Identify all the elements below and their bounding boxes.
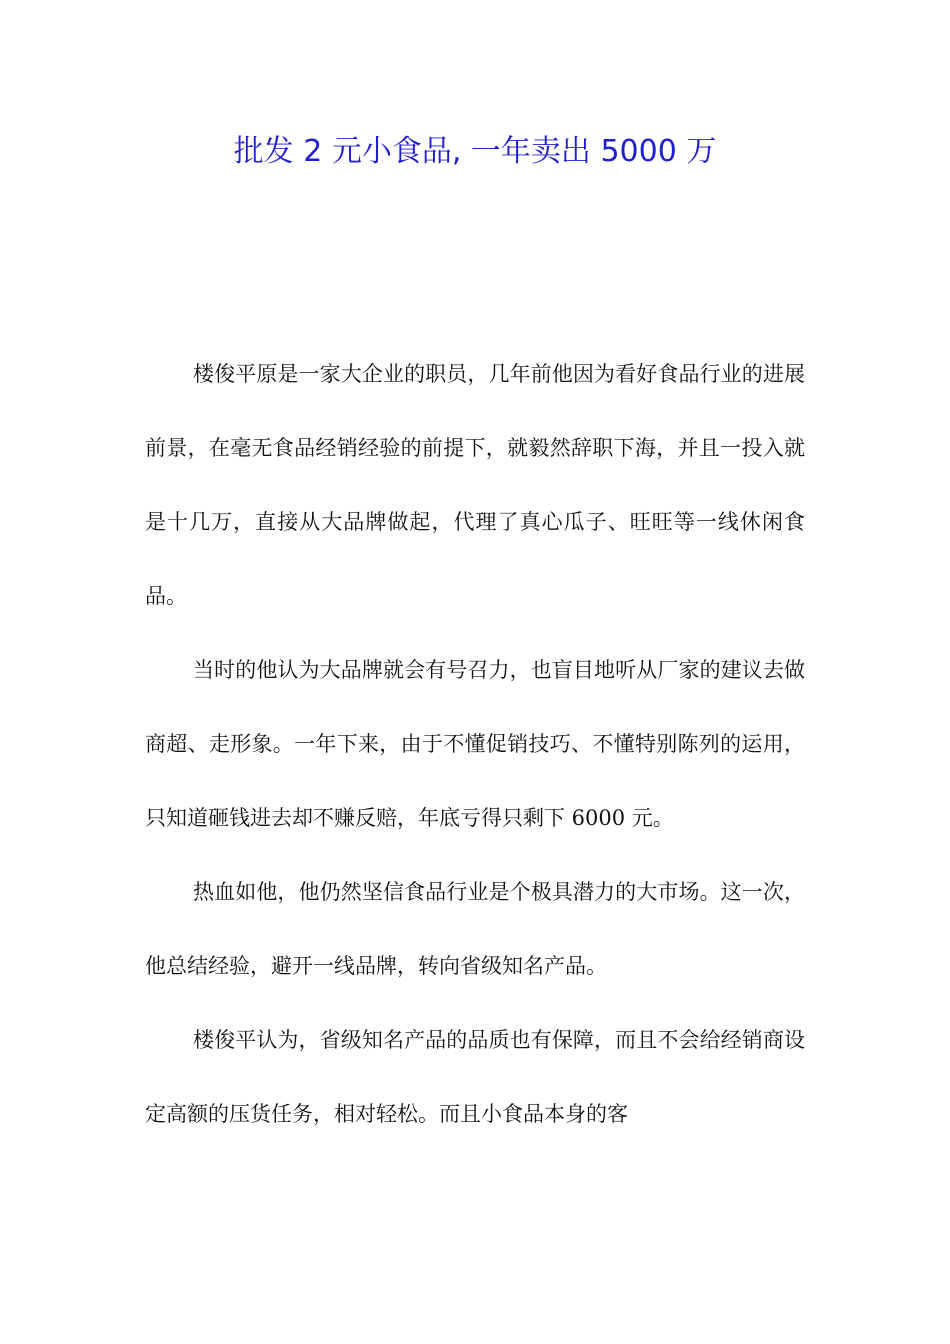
paragraph: 热血如他，他仍然坚信食品行业是个极具潜力的大市场。这一次，他总结经验，避开一线品牌，转向省级知名产品。 — [145, 880, 805, 978]
paragraph: 楼俊平认为，省级知名产品的品质也有保障，而且不会给经销商设定高额的压货任务，相对轻松。而且小食品本身的客 — [145, 1028, 805, 1126]
paragraph: 当时的他认为大品牌就会有号召力，也盲目地听从厂家的建议去做商超、走形象。一年下来，由于不懂促销技巧、不懂特别陈列的运用，只知道砸钱进去却不赚反赔，年底亏得只剩下 6000 元。 — [145, 658, 805, 830]
paragraph: 楼俊平原是一家大企业的职员，几年前他因为看好食品行业的进展前景，在毫无食品经销经验的前提下，就毅然辞职下海，并且一投入就是十几万，直接从大品牌做起，代理了真心瓜子、旺旺等一线休闲食品。 — [145, 362, 805, 608]
document-body — [145, 337, 805, 1151]
document-title: 批发 2 元小食品, 一年卖出 5000 万 — [233, 134, 717, 169]
